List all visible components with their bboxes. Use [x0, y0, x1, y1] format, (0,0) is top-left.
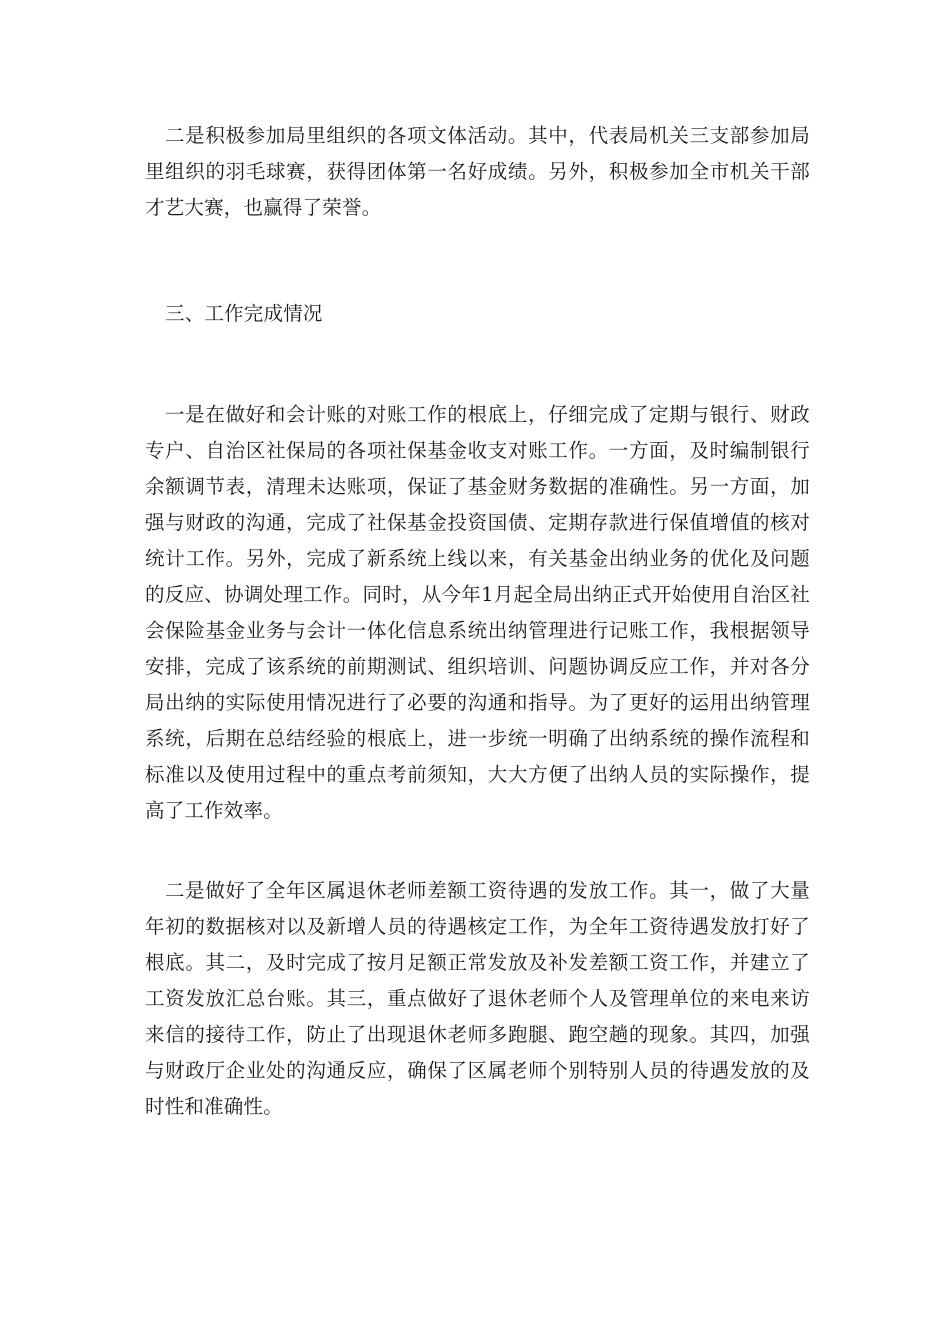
paragraph-retiree-wages: 二是做好了全年区属退休老师差额工资待遇的发放工作。其一，做了大量年初的数据核对以及新增人员的待遇核定工作，为全年工资待遇发放打好了根底。其二，及时完成了按月足额正常发放及补发差额工资工作，并建立了工资发放汇总台账。其三，重点做好了退休老师个人及管理单位的来电来访来信的接待工作，防止了出现退休老师多跑腿、跑空趟的现象。其四，加强与财政厅企业处的沟通反应，确保了区属老师个别特别人员的待遇发放的及时性和准确性。: [145, 879, 810, 1118]
paragraph-cultural-activities: 二是积极参加局里组织的各项文体活动。其中，代表局机关三支部参加局里组织的羽毛球赛，获得团体第一名好成绩。另外，积极参加全市机关干部才艺大赛，也赢得了荣誉。: [145, 124, 810, 219]
paragraph-account-reconciliation: 一是在做好和会计账的对账工作的根底上，仔细完成了定期与银行、财政专户、自治区社保局的各项社保基金收支对账工作。一方面，及时编制银行余额调节表，清理未达账项，保证了基金财务数据的准确性。另一方面，加强与财政的沟通，完成了社保基金投资国债、定期存款进行保值增值的核对统计工作。另外，完成了新系统上线以来，有关基金出纳业务的优化及问题的反应、协调处理工作。同时，从今年1月起全局出纳正式开始使用自治区社会保险基金业务与会计一体化信息系统出纳管理进行记账工作，我根据领导安排，完成了该系统的前期测试、组织培训、问题协调反应工作，并对各分局出纳的实际使用情况进行了必要的沟通和指导。为了更好的运用出纳管理系统，后期在总结经验的根底上，进一步统一明确了出纳系统的操作流程和标准以及使用过程中的重点考前须知，大大方便了出纳人员的实际操作，提高了工作效率。: [145, 403, 810, 822]
section-heading-work-completion: 三、工作完成情况: [165, 302, 323, 325]
